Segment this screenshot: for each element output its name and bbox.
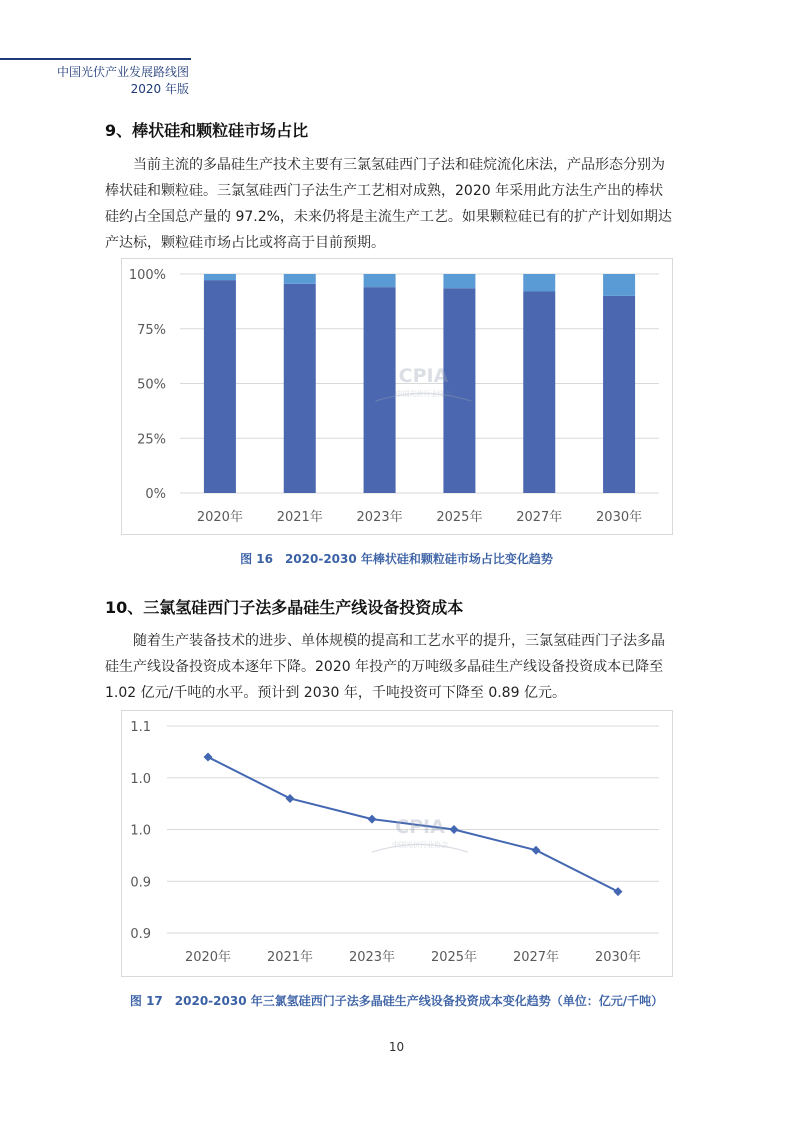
x-tick-label: 2023年 — [348, 950, 396, 965]
running-header-title: 中国光伏产业发展路线图 — [56, 65, 189, 79]
data-point-marker — [286, 794, 295, 803]
section-10-heading: 10、三氯氢硅西门子法多晶硅生产线设备投资成本 — [105, 598, 464, 617]
y-tick-label: 1.0 — [130, 823, 151, 839]
y-tick-label: 0% — [145, 487, 166, 502]
x-tick-label: 2020年 — [184, 950, 232, 965]
chart-17-frame — [121, 710, 673, 977]
bar-rod-silicon — [364, 287, 396, 493]
x-tick-label: 2021年 — [266, 950, 314, 965]
x-tick-label: 2025年 — [436, 510, 483, 525]
bar-rod-silicon — [284, 284, 316, 493]
watermark-org: 中国光伏行业协会 — [392, 841, 448, 849]
y-tick-label: 0.9 — [130, 927, 151, 942]
x-tick-label: 2025年 — [430, 950, 478, 965]
page-number: 10 — [388, 1040, 405, 1054]
y-tick-label: 50% — [137, 377, 166, 393]
bar-granular-silicon — [523, 274, 555, 292]
section-10-paragraph — [105, 628, 675, 706]
running-header-edition: 2020 年版 — [130, 82, 189, 96]
y-tick-label: 1.0 — [130, 771, 151, 787]
header-rule — [0, 58, 191, 60]
section-9-text: 当前主流的多晶硅生产技术主要有三氯氢硅西门子法和硅烷流化床法，产品形态分别为棒状硅和颗粒硅。三氯氢硅西门子法生产工艺相对成熟，2020 年采用此方法生产出的棒状硅约占全国总产量的 97.2%，未来仍将是主流生产工艺。如果颗粒硅已有的扩产计划如期达产达标，颗粒硅市场占比或将高于目前预期。 — [105, 157, 672, 251]
y-tick-label: 100% — [128, 268, 166, 283]
bar-rod-silicon — [204, 280, 236, 493]
data-point-marker — [614, 887, 623, 896]
chart-16-frame — [121, 258, 673, 535]
data-point-marker — [450, 825, 459, 834]
y-tick-label: 0.9 — [130, 875, 151, 891]
watermark-logo: CPIA — [395, 816, 445, 838]
section-10-text: 随着生产装备技术的进步、单体规模的提高和工艺水平的提升，三氯氢硅西门子法多晶硅生产线设备投资成本逐年下降。2020 年投产的万吨级多晶硅生产线设备投资成本已降至 1.02 亿元/千吨的水平。预计到 2030 年，千吨投资可下降至 0.89 亿元。 — [105, 633, 665, 701]
bar-granular-silicon — [284, 274, 316, 284]
figure-16-caption: 图 16 2020-2030 年棒状硅和颗粒硅市场占比变化趋势 — [240, 552, 553, 566]
bar-granular-silicon — [443, 274, 475, 288]
section-9-paragraph — [105, 152, 675, 256]
bar-granular-silicon — [204, 274, 236, 280]
x-tick-label: 2023年 — [356, 510, 403, 525]
figure-17-caption: 图 17 2020-2030 年三氯氢硅西门子法多晶硅生产线设备投资成本变化趋势（单位：亿元/千吨） — [129, 994, 664, 1008]
section-9-heading: 9、棒状硅和颗粒硅市场占比 — [105, 121, 309, 140]
bar-granular-silicon — [603, 274, 635, 296]
bar-rod-silicon — [523, 292, 555, 493]
x-tick-label: 2030年 — [594, 950, 642, 965]
bar-rod-silicon — [603, 296, 635, 493]
x-tick-label: 2030年 — [596, 510, 643, 525]
data-point-marker — [368, 815, 377, 824]
stacked-bar-chart — [122, 259, 672, 534]
x-tick-label: 2020年 — [196, 510, 243, 525]
data-point-marker — [532, 846, 541, 855]
x-tick-label: 2021年 — [276, 510, 323, 525]
y-tick-label: 1.1 — [130, 720, 151, 735]
bar-granular-silicon — [364, 274, 396, 287]
watermark-logo: CPIA — [398, 365, 449, 387]
x-tick-label: 2027年 — [512, 950, 560, 965]
line-chart — [122, 711, 672, 976]
y-tick-label: 25% — [137, 432, 166, 448]
watermark-org: 中国光伏行业协会 — [395, 390, 452, 398]
x-tick-label: 2027年 — [516, 510, 563, 525]
y-tick-label: 75% — [137, 322, 166, 338]
data-point-marker — [204, 753, 213, 762]
